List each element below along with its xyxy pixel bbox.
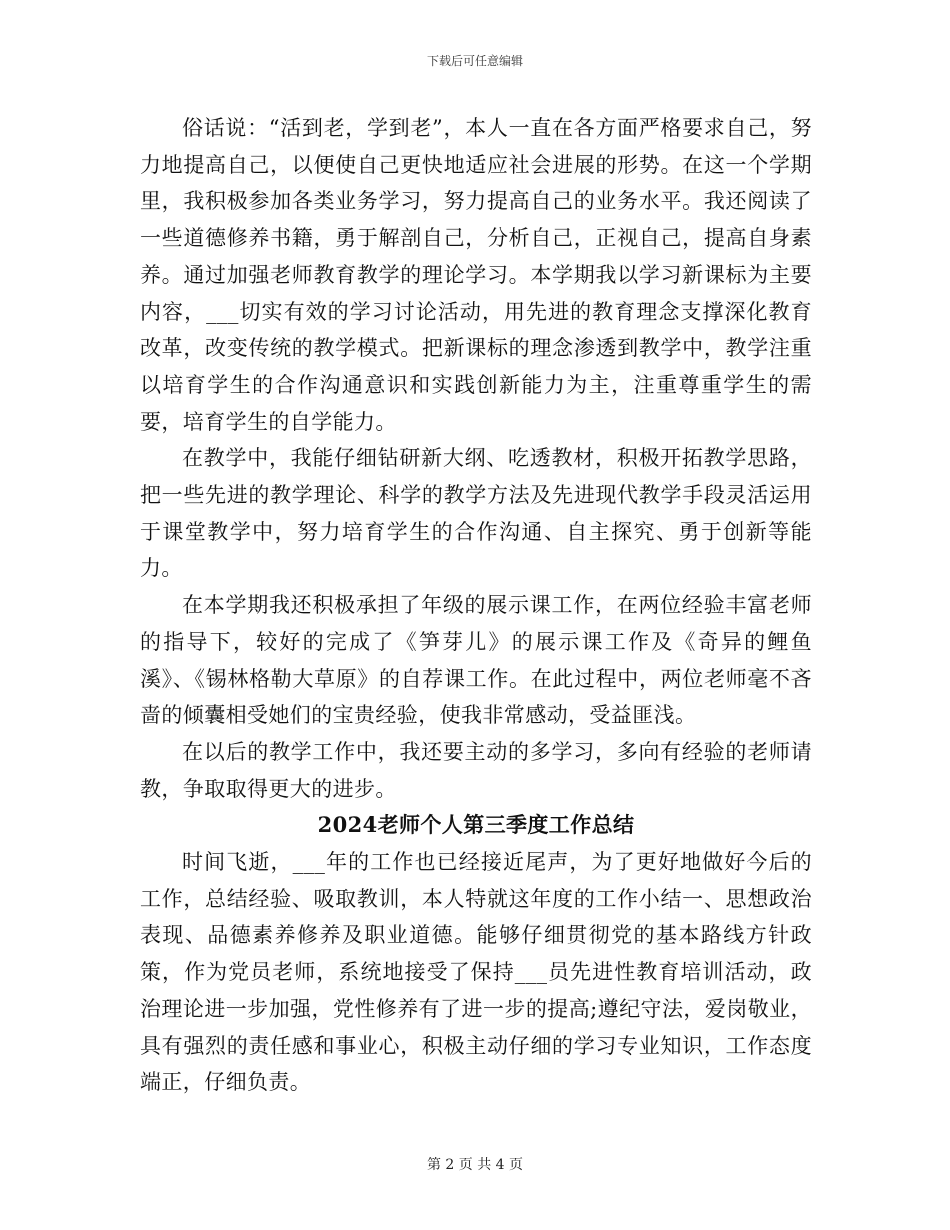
document-body xyxy=(140,110,812,1101)
paragraph-self-improvement: 俗话说：“活到老，学到老”，本人一直在各方面严格要求自己，努力地提高自己，以便使自己更快地适应社会进展的形势。在这一个学期里，我积极参加各类业务学习，努力提高自己的业务水平。我还阅读了一些道德修养书籍，勇于解剖自己，分析自己，正视自己，提高自身素养。通过加强老师教育教学的理论学习。本学期我以学习新课标为主要内容，___切实有效的学习讨论活动，用先进的教育理念支撑深化教育改革，改变传统的教学模式。把新课标的理念渗透到教学中，教学注重以培育学生的合作沟通意识和实践创新能力为主，注重尊重学生的需要，培育学生的自学能力。 xyxy=(140,116,812,434)
paragraph-q3-summary: 时间飞逝，___年的工作也已经接近尾声，为了更好地做好今后的工作，总结经验、吸取教训，本人特就这年度的工作小结一、思想政治表现、品德素养修养及职业道德。能够仔细贯彻党的基本路线方针政策，作为党员老师，系统地接受了保持___员先进性教育培训活动，政治理论进一步加强，党性修养有了进一步的提高;遵纪守法，爱岗敬业，具有强烈的责任感和事业心，积极主动仔细的学习专业知识，工作态度端正，仔细负责。 xyxy=(140,850,812,1095)
page-number: 第 2 页 共 4 页 xyxy=(426,1157,524,1173)
paragraph-teaching-research: 在教学中，我能仔细钻研新大纲、吃透教材，积极开拓教学思路，把一些先进的教学理论、科学的教学方法及先进现代教学手段灵活运用于课堂教学中，努力培育学生的合作沟通、自主探究、勇于创新等能力。 xyxy=(140,446,812,581)
paragraph-future-plans: 在以后的教学工作中，我还要主动的多学习，多向有经验的老师请教，争取取得更大的进步。 xyxy=(140,739,812,801)
section-title: 2024老师个人第三季度工作总结 xyxy=(317,812,635,838)
page-header: 下载后可任意编辑 xyxy=(426,54,523,68)
paragraph-demo-lessons: 在本学期我还积极承担了年级的展示课工作，在两位经验丰富老师的指导下，较好的完成了《笋芽儿》的展示课工作及《奇异的鲤鱼溪》、《锡林格勒大草原》的自荐课工作。在此过程中，两位老师毫不吝啬的倾囊相受她们的宝贵经验，使我非常感动，受益匪浅。 xyxy=(140,593,812,728)
